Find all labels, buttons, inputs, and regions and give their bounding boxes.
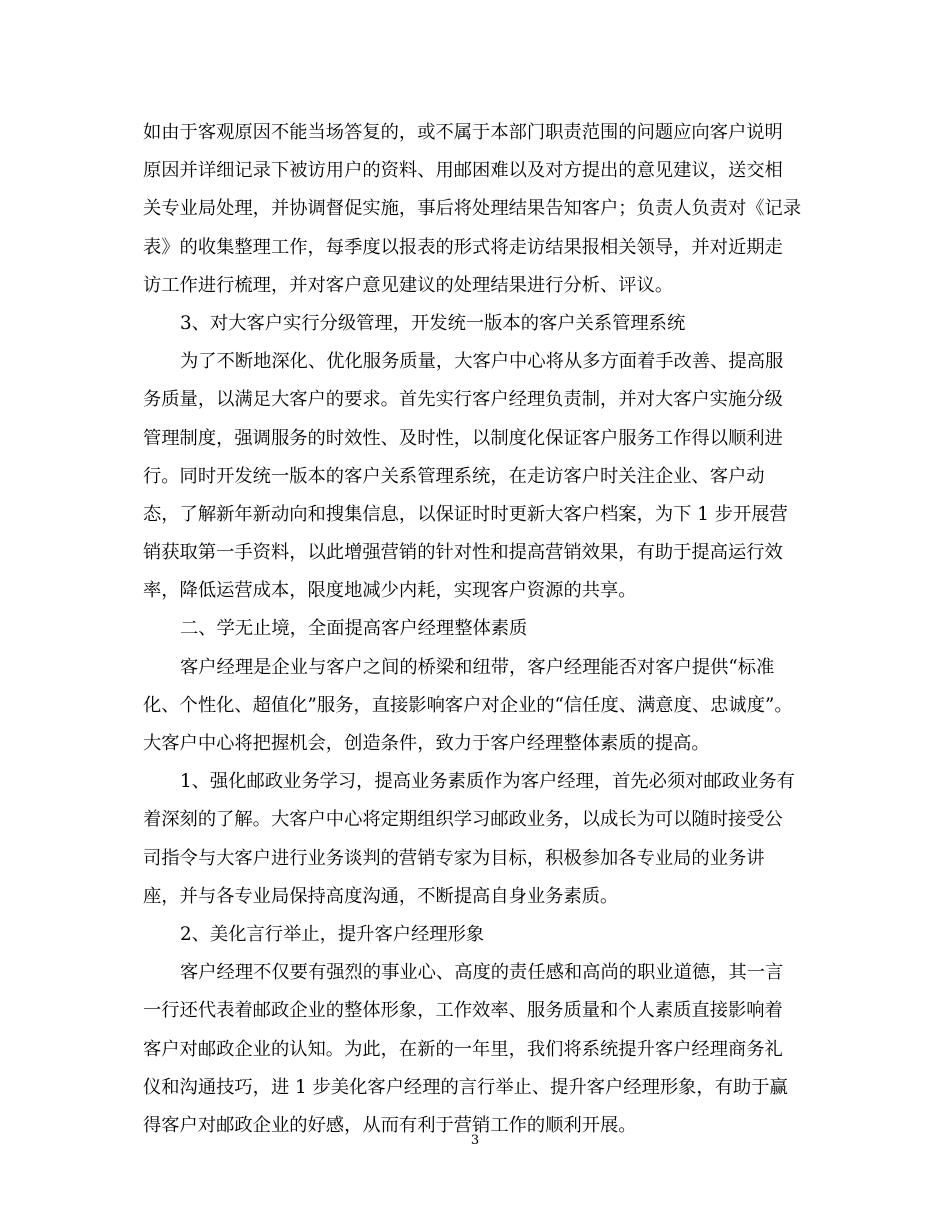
paragraph-first-line: 客户经理不仅要有强烈的事业心、高度的责任感和高尚的职业道德，其一言 <box>180 962 784 984</box>
paragraph-first-line: 为了不断地深化、优化服务质量，大客户中心将从多方面着手改善、提高服 <box>180 351 784 373</box>
section-heading: 3、对大客户实行分级管理，开发统一版本的客户关系管理系统 <box>180 312 686 334</box>
paragraph-first-line: 客户经理是企业与客户之间的桥梁和纽带，客户经理能否对客户提供“标准 <box>180 656 775 678</box>
text-line: 得客户对邮政企业的好感，从而有利于营销工作的顺利开展。 <box>143 1114 637 1136</box>
text-line: 态，了解新年新动向和搜集信息，以保证时时更新大客户档案，为下 1 步开展营 <box>143 503 788 525</box>
text-line: 访工作进行梳理，并对客户意见建议的处理结果进行分析、评议。 <box>143 274 674 296</box>
text-line: 务质量，以满足大客户的要求。首先实行客户经理负责制，并对大客户实施分级 <box>143 389 783 411</box>
text-line: 司指令与大客户进行业务谈判的营销专家为目标，积极参加各专业局的业务讲 <box>143 847 765 869</box>
text-line: 化、个性化、超值化”服务，直接影响客户对企业的“信任度、满意度、忠诚度”。 <box>143 694 793 716</box>
paragraph-first-line: 1、强化邮政业务学习，提高业务素质作为客户经理，首先必须对邮政业务有 <box>180 771 795 793</box>
text-line: 表》的收集整理工作，每季度以报表的形式将走访结果报相关领导，并对近期走 <box>143 236 783 258</box>
text-line: 大客户中心将把握机会，创造条件，致力于客户经理整体素质的提高。 <box>143 733 710 754</box>
text-line: 仪和沟通技巧，进 1 步美化客户经理的言行举止、提升客户经理形象，有助于赢 <box>143 1076 788 1098</box>
text-line: 如由于客观原因不能当场答复的，或不属于本部门职责范围的问题应向客户说明 <box>143 122 783 143</box>
section-heading: 2、美化言行举止，提升客户经理形象 <box>180 923 485 945</box>
text-line: 座，并与各专业局保持高度沟通，不断提高自身业务素质。 <box>143 885 619 907</box>
text-line: 一行还代表着邮政企业的整体形象，工作效率、服务质量和个人素质直接影响着 <box>143 1000 783 1022</box>
text-line: 行。同时开发统一版本的客户关系管理系统，在走访客户时关注企业、客户动 <box>143 465 765 487</box>
page-number: 3 <box>470 1133 480 1148</box>
document-body <box>143 114 808 1145</box>
section-heading: 二、学无止境，全面提高客户经理整体素质 <box>180 618 528 640</box>
text-line: 着深刻的了解。大客户中心将定期组织学习邮政业务，以成长为可以随时接受公 <box>143 809 783 831</box>
text-line: 管理制度，强调服务的时效性、及时性，以制度化保证客户服务工作得以顺利进 <box>143 427 783 449</box>
text-line: 客户对邮政企业的认知。为此，在新的一年里，我们将系统提升客户经理商务礼 <box>143 1038 783 1060</box>
text-line: 关专业局处理，并协调督促实施，事后将处理结果告知客户；负责人负责对《记录 <box>143 198 802 220</box>
text-line: 销获取第一手资料，以此增强营销的针对性和提高营销效果，有助于提高运行效 <box>143 542 783 564</box>
text-line: 原因并详细记录下被访用户的资料、用邮困难以及对方提出的意见建议，送交相 <box>143 160 783 182</box>
text-line: 率，降低运营成本，限度地减少内耗，实现客户资源的共享。 <box>143 580 637 602</box>
